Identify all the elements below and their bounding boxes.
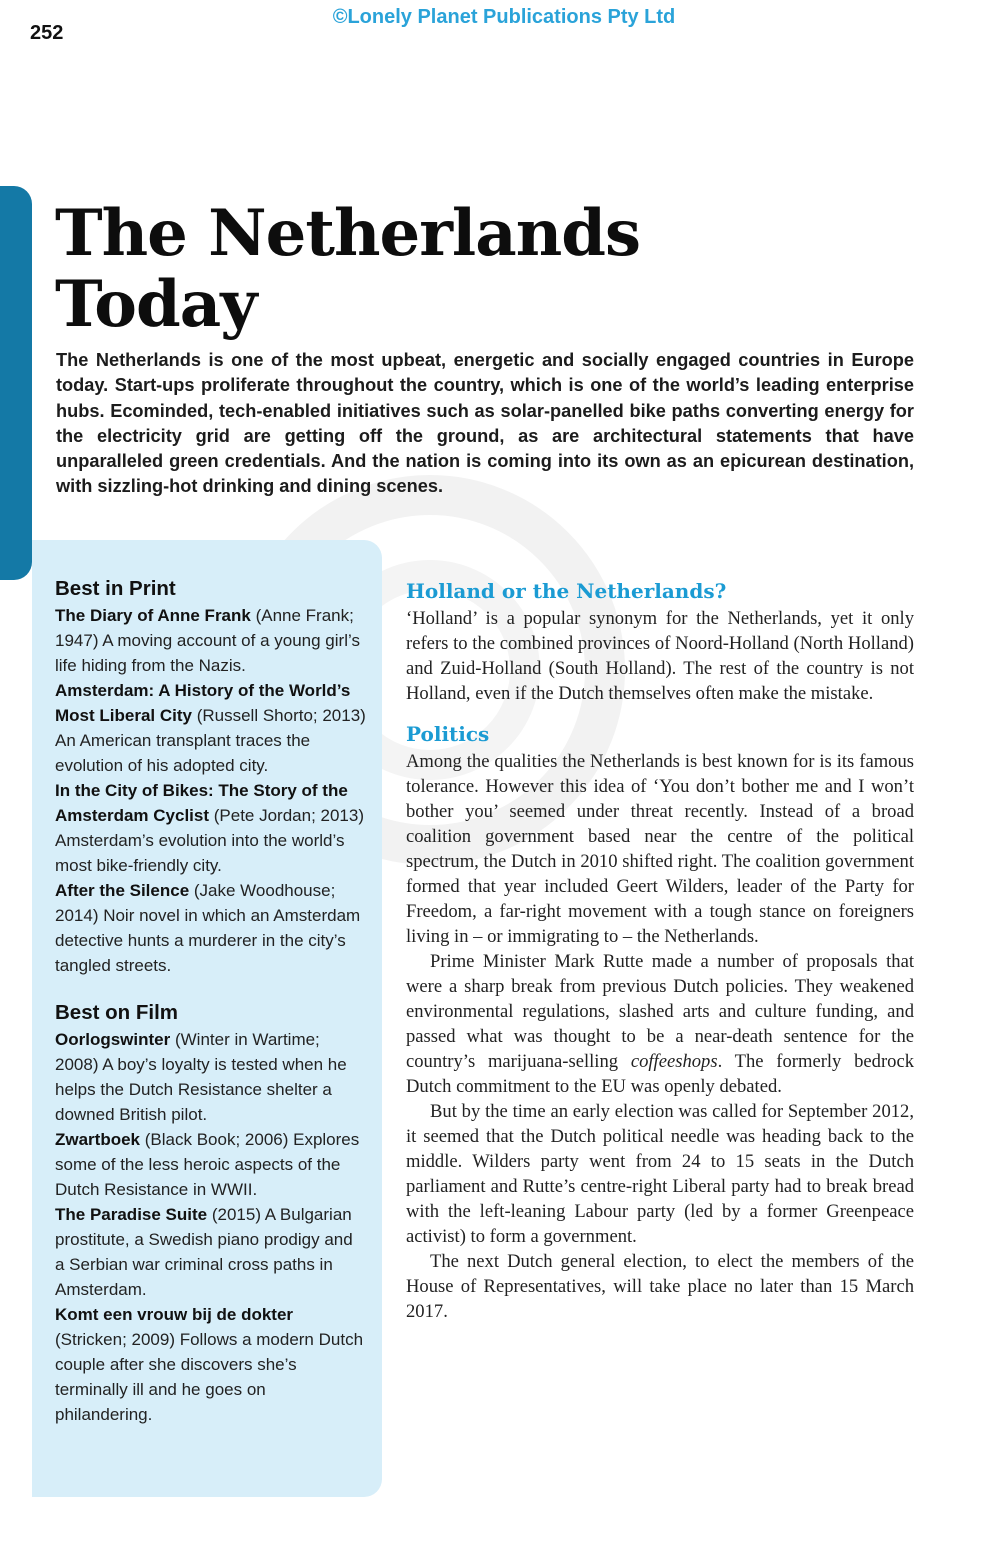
copyright-notice: ©Lonely Planet Publications Pty Ltd: [332, 6, 676, 28]
section-heading-politics: Politics: [406, 722, 490, 746]
paragraph-politics-4: The next Dutch general election, to elect the members of the House of Representatives, will take place no later than 15 March 2017.: [406, 1251, 914, 1322]
book-title: The Diary of Anne Frank: [55, 606, 251, 625]
book-description: (Anne Frank; 1947) A moving account of a young girl’s life hiding from the Nazis.: [55, 606, 360, 675]
italic-term: coffeeshops: [630, 1051, 718, 1072]
list-item: [55, 1202, 366, 1302]
list-item: [55, 678, 366, 778]
film-title: Oorlogswinter: [55, 1030, 171, 1049]
book-description: (Pete Jordan; 2013) Amsterdam’s evolution into the world’s most bike-friendly city.: [55, 806, 364, 875]
film-description: (Black Book; 2006) Explores some of the less heroic aspects of the Dutch Resistance in WWII.: [55, 1130, 360, 1199]
paragraph-politics-1: Among the qualities the Netherlands is best known for is its famous tolerance. However this idea of ‘You don’t bother me and I won’t bother you’ seemed under threat recently. Instead of a broad coalition government based near the centre of the political spectrum, the Dutch in 2010 shifted right. The coalition government formed that year included Geert Wilders, leader of the Party for Freedom, a far-right movement with a tough stance on foreigners living in – or immigrating to – the Netherlands.: [406, 751, 914, 947]
book-title: After the Silence: [55, 881, 190, 900]
best-on-film-heading: Best on Film: [55, 1001, 179, 1024]
book-description: (Jake Woodhouse; 2014) Noir novel in which an Amsterdam detective hunts a murderer in the city’s tangled streets.: [55, 881, 361, 975]
best-in-print-heading: Best in Print: [55, 577, 176, 600]
chapter-side-tab: [0, 186, 32, 580]
title-line-1: The Netherlands: [55, 196, 640, 271]
book-title: Amsterdam: A History of the World’s Most Liberal City: [55, 681, 351, 725]
paragraph-text: . The formerly bedrock Dutch commitment to the EU was openly debated.: [406, 1051, 914, 1097]
paragraph-holland: ‘Holland’ is a popular synonym for the Netherlands, yet it only refers to the combined provinces of Noord-Holland (North Holland) and Zuid-Holland (South Holland). The rest of the country is not Holland, even if the Dutch themselves often make the mistake.: [406, 608, 914, 704]
film-title: Komt een vrouw bij de dokter: [55, 1305, 294, 1324]
paragraph-politics-3: But by the time an early election was called for September 2012, it seemed that the Dutch political needle was heading back to the middle. Wilders party went from 24 to 15 seats in the Dutch parliament and Rutte’s centre-right Liberal party had to break bread with the left-leaning Labour party (led by a former Greenpeace activist) to form a government.: [406, 1101, 914, 1247]
list-item: [55, 1027, 366, 1127]
paragraph-text: Prime Minister Mark Rutte made a number of proposals that were a sharp break from previous Dutch policies. They weakened environmental regulations, slashed arts and culture funding, and passed what was thought to be a near-death sentence for the country’s marijuana-selling: [406, 951, 914, 1072]
book-description: (Russell Shorto; 2013) An American transplant traces the evolution of his adopted city.: [55, 706, 366, 775]
list-item: [55, 1302, 366, 1427]
list-item: [55, 603, 366, 678]
page-number: 252: [30, 22, 64, 44]
film-title: The Paradise Suite: [55, 1205, 208, 1224]
section-heading-holland: Holland or the Netherlands?: [406, 579, 727, 603]
intro-paragraph: The Netherlands is one of the most upbeat, energetic and socially engaged countries in Europe today. Start-ups proliferate throughout the country, which is one of the world’s leading enterprise hubs. Ecominded, tech-enabled initiatives such as solar-panelled bike paths converting energy for the electricity grid are getting off the ground, as are architectural statements that have unparalleled green credentials. And the nation is coming into its own as an epicurean destination, with sizzling-hot drinking and dining scenes.: [56, 350, 914, 497]
film-description: (2015) A Bulgarian prostitute, a Swedish piano prodigy and a Serbian war criminal cross paths in Amsterdam.: [55, 1205, 353, 1299]
recommendations-sidebar: [32, 540, 382, 1497]
book-title: In the City of Bikes: The Story of the Amsterdam Cyclist: [55, 781, 348, 825]
paragraph-politics-2: [406, 949, 914, 1099]
list-item: [55, 778, 366, 878]
list-item: [55, 1127, 366, 1202]
film-description: (Stricken; 2009) Follows a modern Dutch couple after she discovers she’s terminally ill and he goes on philandering.: [55, 1330, 364, 1424]
film-title: Zwartboek: [55, 1130, 141, 1149]
film-description: (Winter in Wartime; 2008) A boy’s loyalty is tested when he helps the Dutch Resistance shelter a downed British pilot.: [55, 1030, 347, 1124]
main-article: [406, 576, 914, 1324]
list-item: [55, 878, 366, 978]
page-title: [55, 198, 935, 340]
title-line-2: Today: [55, 267, 257, 342]
